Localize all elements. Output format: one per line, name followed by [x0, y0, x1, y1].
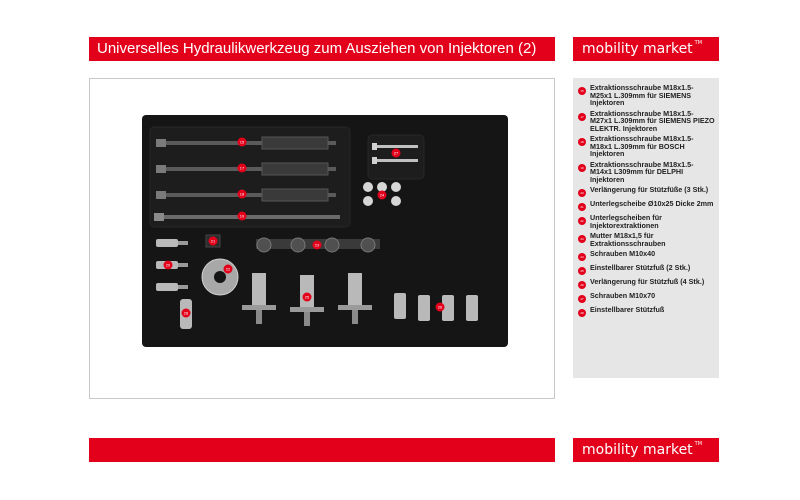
legend-item — [578, 250, 715, 261]
marker-27 — [392, 149, 401, 158]
legend-item-text: Unterlegscheiben für Injektorextraktionen — [590, 213, 662, 230]
page-title: Universelles Hydraulikwerkzeug zum Ausziehen von Injektoren (2) — [97, 40, 537, 57]
svg-text:27: 27 — [393, 150, 399, 156]
legend-number-badge: 25 — [578, 267, 586, 275]
trademark-mark: TM — [694, 441, 703, 447]
tool-tray — [142, 115, 508, 347]
svg-text:23: 23 — [314, 242, 320, 248]
legend-item — [578, 186, 715, 197]
legend-list — [573, 78, 719, 317]
legend-number-badge: 28 — [578, 309, 586, 317]
legend-item-text: Unterlegscheibe Ø10x25 Dicke 2mm — [590, 199, 714, 208]
marker-17 — [238, 164, 247, 173]
legend-item — [578, 161, 715, 184]
svg-text:18: 18 — [239, 191, 245, 197]
legend-item-text: Verlängerung für Stützfüße (3 Stk.) — [590, 185, 709, 194]
legend-number-badge: 20 — [578, 189, 586, 197]
marker-15 — [238, 138, 247, 147]
legend-item — [578, 278, 715, 289]
tool-tray-illustration — [142, 115, 508, 347]
legend-number-badge: 22 — [578, 217, 586, 225]
legend-item-text: Extraktionsschraube M18x1.5-M18x1 L.309mm für BOSCH Injektoren — [590, 134, 694, 158]
legend-item-text: Einstellbarer Stützfuß (2 Stk.) — [590, 263, 691, 272]
legend-number-badge: 15 — [578, 87, 586, 95]
page-title-bar — [89, 37, 555, 61]
legend-item — [578, 110, 715, 133]
legend-number-badge: 27 — [578, 295, 586, 303]
svg-text:20: 20 — [165, 262, 171, 268]
marker-21 — [209, 237, 218, 246]
legend-item — [578, 84, 715, 107]
brand-logo-top — [573, 37, 719, 61]
svg-text:22: 22 — [225, 266, 231, 272]
footer-bar — [89, 438, 555, 462]
marker-22 — [224, 265, 233, 274]
washer-22 — [202, 259, 238, 295]
marker-18 — [238, 190, 247, 199]
legend-item-text: Extraktionsschraube M18x1.5-M27x1 L.309mm für SIEMENS PIEZO ELEKTR. Injektoren — [590, 108, 715, 133]
marker-28 — [182, 309, 191, 318]
legend-item-text: Einstellbarer Stützfuß — [590, 305, 665, 314]
marker-20 — [164, 261, 173, 270]
legend-item-text: Schrauben M10x40 — [590, 249, 656, 258]
legend-item — [578, 200, 715, 211]
svg-text:19: 19 — [239, 213, 245, 219]
brand-logo-bottom — [573, 438, 719, 462]
brand-logo-text: mobility market — [582, 442, 693, 458]
legend-item — [578, 306, 715, 317]
legend-item-text: Mutter M18x1,5 für Extraktionsschrauben — [590, 231, 666, 248]
marker-26 — [436, 303, 445, 312]
svg-text:24: 24 — [379, 192, 385, 198]
legend-number-badge: 21 — [578, 203, 586, 211]
legend-item — [578, 232, 715, 247]
marker-19 — [238, 212, 247, 221]
parts-legend — [573, 78, 719, 378]
legend-item — [578, 135, 715, 158]
trademark-mark: TM — [694, 40, 703, 46]
svg-text:25: 25 — [304, 294, 310, 300]
legend-item-text: Extraktionsschraube M18x1.5-M14x1 L309mm für DELPHI Injektoren — [590, 159, 694, 184]
legend-item-text: Schrauben M10x70 — [590, 291, 656, 300]
legend-item-text: Verlängerung für Stützfuß (4 Stk.) — [590, 277, 705, 286]
svg-text:28: 28 — [183, 310, 189, 316]
legend-item — [578, 214, 715, 229]
svg-text:21: 21 — [210, 238, 216, 244]
marker-25 — [303, 293, 312, 302]
svg-text:15: 15 — [239, 139, 245, 145]
legend-item-text: Extraktionsschraube M18x1.5-M25x1 L.309mm für SIEMENS Injektoren — [590, 83, 694, 107]
legend-number-badge: 19 — [578, 164, 586, 172]
svg-text:17: 17 — [239, 165, 245, 171]
legend-item — [578, 292, 715, 303]
legend-item — [578, 264, 715, 275]
legend-number-badge: 23 — [578, 235, 586, 243]
marker-23 — [313, 241, 322, 250]
legend-number-badge: 18 — [578, 138, 586, 146]
brand-logo-text: mobility market — [582, 41, 693, 57]
marker-24 — [378, 191, 387, 200]
legend-number-badge: 24 — [578, 253, 586, 261]
legend-number-badge: 17 — [578, 113, 586, 121]
legend-number-badge: 26 — [578, 281, 586, 289]
svg-text:26: 26 — [437, 304, 443, 310]
product-photo — [89, 78, 555, 399]
